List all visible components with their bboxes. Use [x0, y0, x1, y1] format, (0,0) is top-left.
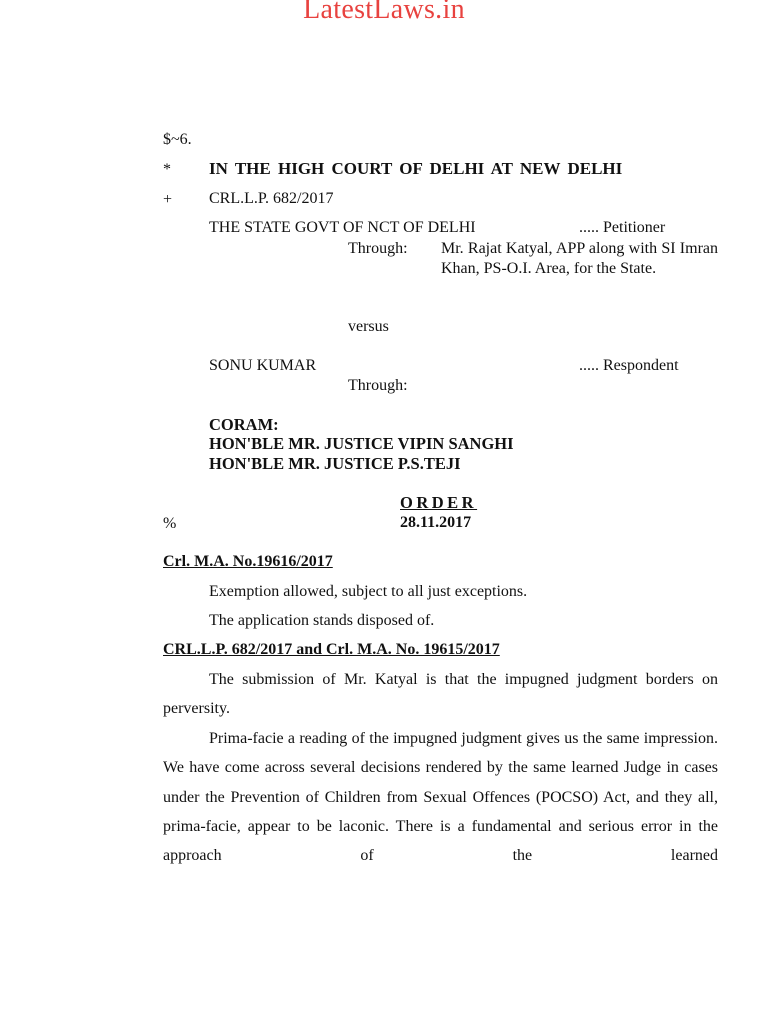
- petitioner-counsel: Mr. Rajat Katyal, APP along with SI Imran Khan, PS-O.I. Area, for the State.: [441, 240, 718, 277]
- paragraph-2: Prima-facie a reading of the impugned judgment gives us the same impression. We have come across several decisions rendered by the same learned Judge in cases under the Prevention of Children from Sexual Offences (POCSO) Act, and they all, prima-facie, appear to be laconic. There is a fundamental and serious error in the approach of the learned: [163, 730, 718, 865]
- versus-text: versus: [348, 318, 389, 335]
- petitioner-role: ..... Petitioner: [579, 219, 666, 236]
- respondent-name: SONU KUMAR: [209, 357, 317, 374]
- paragraph-1: The submission of Mr. Katyal is that the impugned judgment borders on perversity.: [163, 671, 718, 718]
- section-heading-1: Crl. M.A. No.19616/2017: [163, 553, 333, 570]
- petitioner-name: THE STATE GOVT OF NCT OF DELHI: [209, 219, 476, 236]
- court-title: IN THE HIGH COURT OF DELHI AT NEW DELHI: [209, 159, 623, 178]
- section-heading-2: CRL.L.P. 682/2017 and Crl. M.A. No. 19615/2017: [163, 641, 500, 658]
- plus-marker: +: [163, 191, 173, 208]
- listing-code: $~6.: [163, 131, 192, 148]
- coram-judge-1: HON'BLE MR. JUSTICE VIPIN SANGHI: [209, 434, 514, 453]
- watermark-logo: LatestLaws.in: [303, 0, 465, 25]
- percent-marker: %: [163, 515, 177, 532]
- respondent-role: ..... Respondent: [579, 357, 679, 374]
- order-title: ORDER: [400, 493, 478, 512]
- coram-judge-2: HON'BLE MR. JUSTICE P.S.TEJI: [209, 454, 461, 473]
- order-date: 28.11.2017: [400, 514, 472, 531]
- section-1-line-2: The application stands disposed of.: [209, 612, 435, 629]
- coram-label: CORAM:: [209, 415, 279, 434]
- section-1-line-1: Exemption allowed, subject to all just exceptions.: [209, 583, 528, 600]
- respondent-through-label: Through:: [348, 377, 408, 394]
- petitioner-through-label: Through:: [348, 240, 408, 257]
- case-number: CRL.L.P. 682/2017: [209, 190, 334, 207]
- star-marker: *: [163, 161, 171, 178]
